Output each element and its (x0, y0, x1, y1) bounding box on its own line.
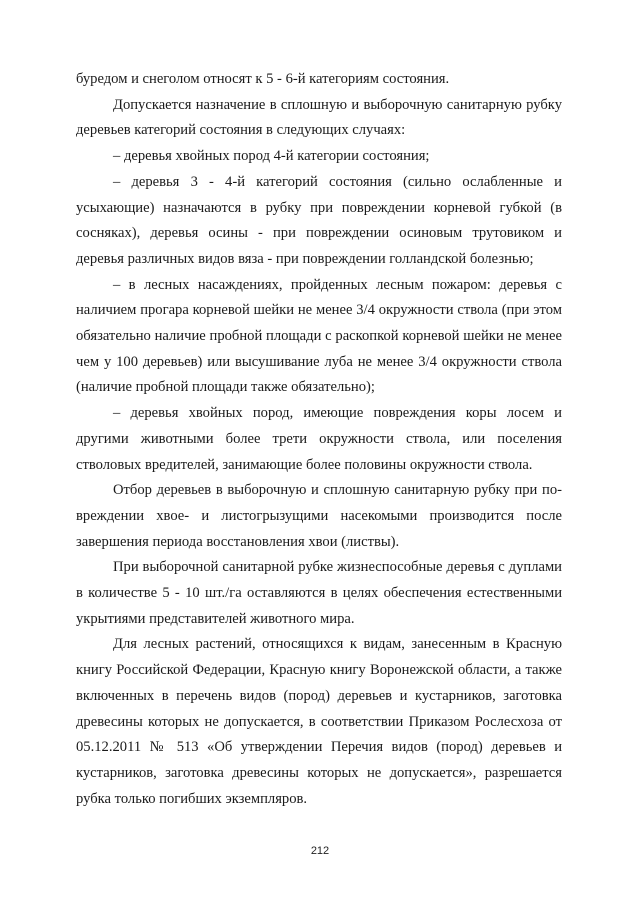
paragraph-4: При выборочной санитарной рубке жизнеспособные деревья с дуплами в количестве 5 - 10 шт./га оставляются в целях обеспечения естественными укрытиями представителей животного мира. (76, 559, 562, 627)
page-number: 212 (310, 845, 330, 857)
list-item-3: – в лесных насаждениях, пройденных лесным пожаром: деревья с наличием прогара корневой шейки не менее 3/4 окружности ствола (при этом обязательно наличие пробной площади с раскопкой корневой шейки не менее чем у 100 деревьев) или высушивание луба не менее 3/4 окружности ствола (наличие пробной площади также обязательно); (76, 276, 562, 396)
list-item-2: – деревья 3 - 4-й категорий состояния (сильно ослабленные и усыхающие) назначаются в рубку при повреждении корневой губкой (в сосняках), деревья осины - при повреждении осиновым трутовиком и деревья различных видов вяза - при повреждении голландской болезнью; (76, 173, 562, 267)
paragraph-5: Для лесных растений, относящихся к видам, занесенным в Красную книгу Российской Федерации, Красную книгу Воронежской области, а также включенных в перечень видов (пород) деревьев и кустарников, заготовка древесины которых не допускается, в соответствии Приказом Рослесхоза от 05.12.2011 № 513 «Об утверждении Перечия видов (пород) деревьев и кустарников, заготовка древесины которых не допускается», разрешается рубка только погибших экземпляров. (76, 636, 562, 807)
paragraph-1: буредом и снеголом относят к 5 - 6-й категориям состояния. (76, 71, 450, 87)
list-item-4: – деревья хвойных пород, имеющие повреждения коры лосем и другими животными более трети окружности ствола, или поселения стволовых вредителей, занимающие более половины окружности ствола. (76, 405, 562, 473)
paragraph-2: Допускается назначение в сплошную и выборочную санитарную рубку деревьев категорий состояния в следующих случаях: (76, 96, 562, 139)
paragraph-3: Отбор деревьев в выборочную и сплошную санитарную рубку при повреждении хвое- и листогрызущими насекомыми производится после завершения периода восстановления хвои (листвы). (76, 482, 562, 550)
list-item-1: – деревья хвойных пород 4-й категории состояния; (113, 148, 430, 165)
body-text (76, 67, 562, 812)
